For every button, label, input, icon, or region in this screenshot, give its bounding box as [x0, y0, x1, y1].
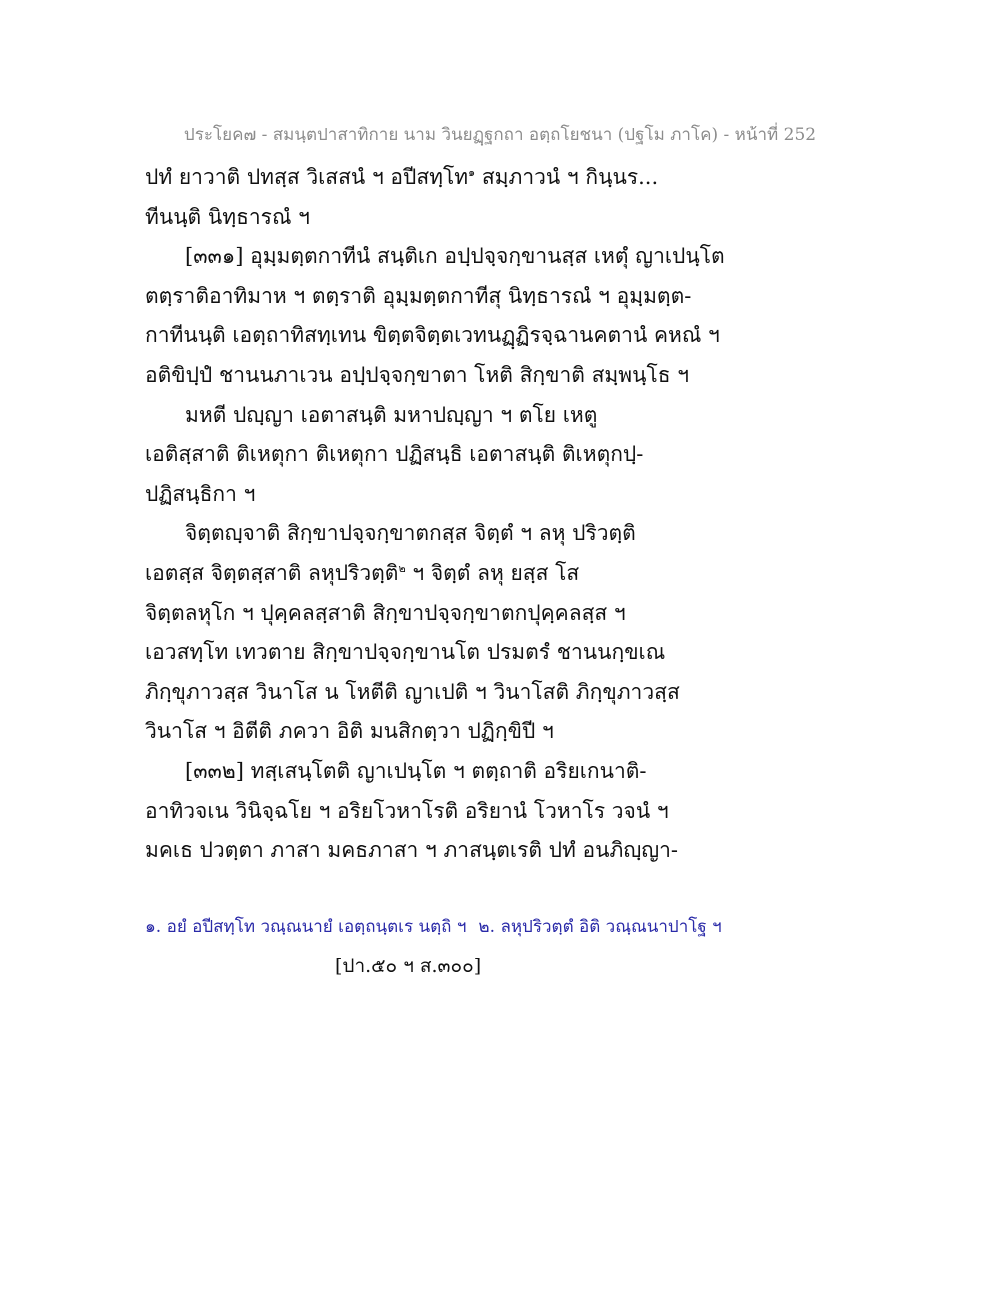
footnote-marker: ๒: [398, 561, 406, 575]
text-line: [145, 554, 965, 594]
paragraph: [145, 514, 965, 752]
text-line: เอติสฺสาติ ติเหตุกา ติเหตุกา ปฏิสนฺธิ เอตาสนฺติ ติเหตุกปฺ-: [145, 442, 644, 467]
text-line: จิตฺตญฺจาติ สิกฺขาปจฺจกฺขาตกสฺส จิตฺตํ ฯ ลหุ ปริวตฺติ: [185, 521, 636, 546]
text-line: ภิกฺขุภาวสฺส วินาโส น โหตีติ ญาเปติ ฯ วินาโสติ ภิกฺขุภาวสฺส: [145, 679, 680, 704]
text-line: [๓๓๒] ทสฺเสนฺโตติ ญาเปนฺโต ฯ ตตฺถาติ อริยเกนาติ-: [185, 758, 647, 783]
footnote-text: อยํ อปีสทฺโท วณฺณนายํ เอตฺถนฺตเร นตฺถิ ฯ: [166, 917, 467, 937]
text-segment: ฯ จิตฺตํ ลหุ ยสฺส โส: [405, 560, 580, 585]
body-text: [145, 158, 965, 871]
text-line: เอวสทฺโท เทวตาย สิกฺขาปจฺจกฺขานโต ปรมตรํ ชานนกฺขเณ: [145, 640, 666, 665]
footnote-marker: ๑: [468, 166, 476, 179]
text-line: ปฏิสนฺธิกา ฯ: [145, 481, 256, 506]
paragraph: [145, 237, 965, 395]
text-line: อาทิวจเน วินิจฺฉโย ฯ อริยโวหาโรติ อริยานํ โวหาโร วจนํ ฯ: [145, 798, 669, 823]
footnote: [478, 917, 721, 937]
text-segment: สมฺภาวนํ ฯ กินฺนร...: [475, 165, 659, 189]
text-line: กาทีนนฺติ เอตฺถาทิสทฺเทน ขิตฺตจิตฺตเวทนฏฺฏิรจฺฉานคตานํ คหณํ ฯ: [145, 323, 720, 348]
text-line: จิตฺตลหุโก ฯ ปุคฺคลสฺสาติ สิกฺขาปจฺจกฺขาตกปุคฺคลสฺส ฯ: [145, 600, 626, 625]
text-line: ตตฺราติอาทิมาห ฯ ตตฺราติ อุมฺมตฺตกาทีสุ นิทฺธารณํ ฯ อุมฺมตฺต-: [145, 283, 692, 308]
footnote-text: ลหุปริวตฺตํ อิติ วณฺณนาปาโฐ ฯ: [500, 917, 722, 937]
footnote: [145, 917, 466, 937]
text-line: มหตี ปญฺญา เอตาสนฺติ มหาปญฺญา ฯ ตโย เหตู: [185, 402, 598, 427]
text-line: [๓๓๑] อุมฺมตฺตกาทีนํ สนฺติเก อปฺปจฺจกฺขานสฺส เหตุํ ญาเปนฺโต: [185, 244, 725, 269]
text-line: อติขิปฺปํ ชานนภาเวน อปฺปจฺจกฺขาตา โหติ สิกฺขาติ สมฺพนฺโธ ฯ: [145, 362, 690, 387]
paragraph: [145, 158, 965, 237]
footnotes: [145, 912, 985, 942]
page-reference: [ปา.๕๐ ฯ ส.๓๐๐]: [335, 955, 482, 977]
text-line: มคเธ ปวตฺตา ภาสา มคธภาสา ฯ ภาสนฺตเรติ ปทํ อนภิญฺญา-: [145, 838, 678, 863]
paragraph: [145, 396, 965, 515]
running-header: ประโยค๗ - สมนฺตปาสาทิกาย นาม วินยฏฺฐกถา อตฺถโยชนา (ปฐโม ภาโค) - หน้าที่ 252: [183, 125, 817, 145]
text-line: วินาโส ฯ อิตีติ ภควา อิติ มนสิกตฺวา ปฏิกฺขิปี ฯ: [145, 719, 554, 744]
text-segment: เอตสฺส จิตฺตสฺสาติ ลหุปริวตฺติ: [145, 560, 399, 585]
footnote-number: ๑.: [145, 917, 162, 937]
text-segment: ปทํ ยาวาติ ปทสฺส วิเสสนํ ฯ อปีสทฺโท: [145, 165, 469, 189]
text-line: [145, 158, 965, 198]
text-line: ทีนนฺติ นิทฺธารณํ ฯ: [145, 204, 310, 229]
paragraph: [145, 752, 965, 871]
footnote-number: ๒.: [478, 917, 496, 937]
